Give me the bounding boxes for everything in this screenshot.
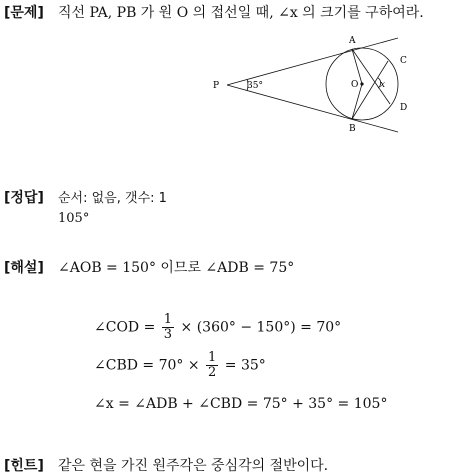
solution-line-4: ∠x = ∠ADB + ∠CBD = 75° + 35° = 105° (94, 396, 388, 412)
answer-value: 105° (58, 211, 90, 226)
fraction-one-third (162, 313, 174, 342)
tangent-line-pb (227, 85, 398, 132)
solution-line-2 (94, 313, 341, 342)
chord-ad (352, 49, 390, 104)
label-c: C (400, 56, 407, 66)
solution-line-2-pre: ∠COD = (94, 319, 160, 336)
segment-ao (352, 49, 362, 84)
label-o: O (351, 80, 359, 90)
label-b: B (349, 124, 356, 134)
solution-line-3 (94, 351, 266, 380)
label-p: P (213, 81, 220, 91)
chord-bc (352, 61, 388, 119)
hint-text: 같은 현을 가진 원주각은 중심각의 절반이다. (58, 458, 329, 474)
fraction-numerator: 1 (208, 350, 217, 365)
solution-line-2-post: × (360° − 150°) = 70° (176, 319, 342, 336)
solution-label: [해설] (4, 260, 44, 276)
label-a: A (349, 36, 356, 46)
fraction-denominator: 3 (163, 327, 173, 342)
hint-label: [힌트] (4, 458, 44, 474)
label-d: D (400, 103, 408, 113)
problem-text: 직선 PA, PB 가 원 O 의 접선일 때, ∠x 의 크기를 구하여라. (58, 5, 424, 21)
answer-meta: 순서: 없음, 갯수: 1 (58, 191, 167, 206)
solution-line-3-pre: ∠CBD = 70° × (94, 357, 205, 374)
problem-label: [문제] (4, 5, 44, 21)
center-dot (360, 82, 363, 85)
solution-line-1: ∠AOB = 150° 이므로 ∠ADB = 75° (58, 260, 295, 276)
label-x: x (380, 80, 386, 90)
fraction-denominator: 2 (208, 365, 217, 380)
solution-line-3-post: = 35° (220, 357, 266, 374)
angle-label-35: 35° (247, 81, 263, 91)
answer-label: [정답] (4, 190, 44, 206)
fraction-one-half (206, 351, 218, 380)
fraction-numerator: 1 (163, 312, 173, 327)
